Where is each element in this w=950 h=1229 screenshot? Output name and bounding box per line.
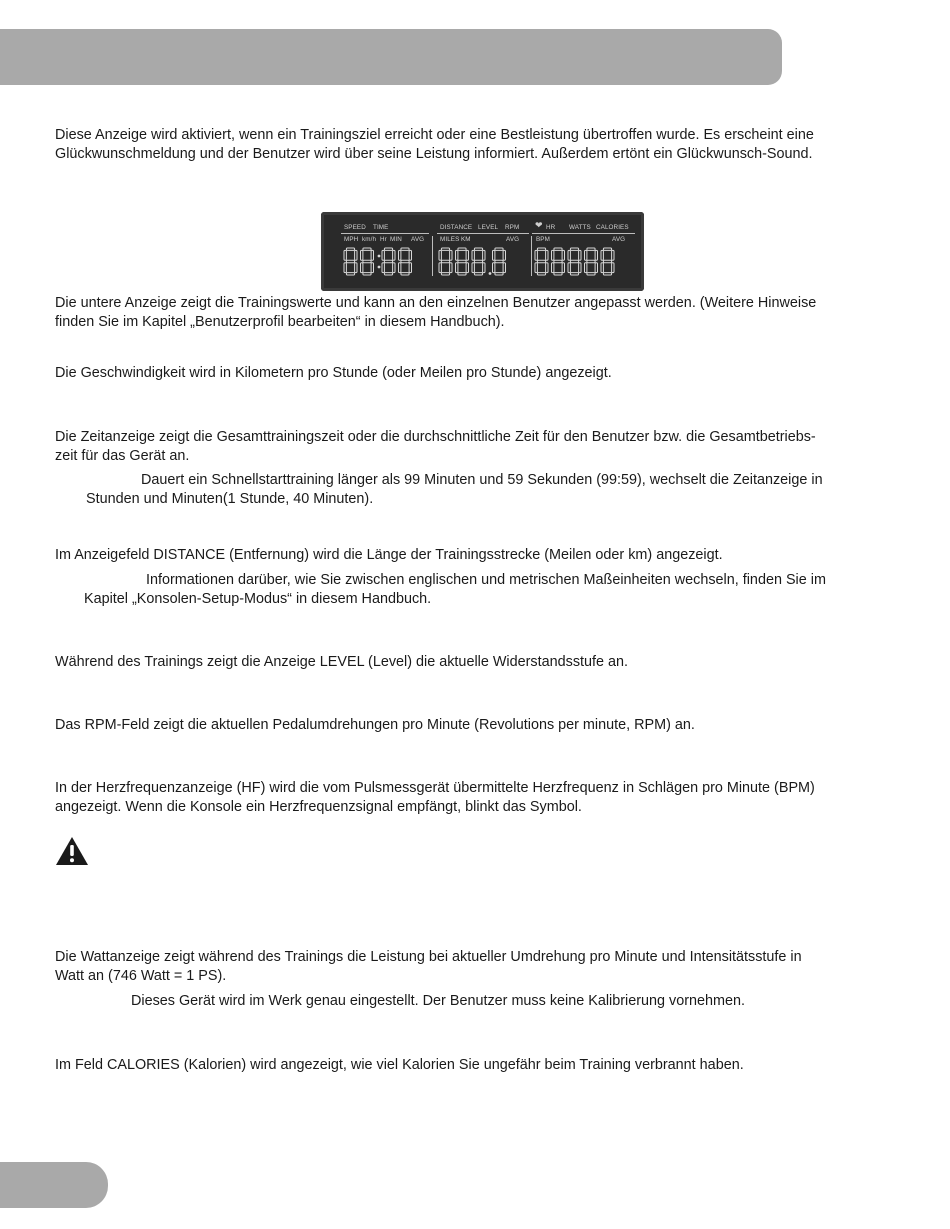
digit-segment [535,263,537,273]
heart-icon: ❤ [535,220,543,230]
digit-segment [466,263,468,273]
digit-segment [503,250,505,260]
label-min: MIN [390,236,402,243]
digit-separator-dot [489,272,492,275]
level-paragraph [55,653,883,672]
digit-segment [554,260,562,262]
paragraph-line: angezeigt. Wenn die Konsole ein Herzfrequenzsignal empfängt, blinkt das Symbol. [55,799,582,815]
distance-note-line: Kapitel „Konsolen-Setup-Modus“ in diesem Handbuch. [84,591,432,607]
digit-segment [493,250,495,260]
header-bar [0,29,782,85]
digit-segment [401,273,409,275]
paragraph-line: In der Herzfrequenzanzeige (HF) wird die vom Pulsmessgerät übermittelte Herzfrequenz in Schlägen pro Minute (BPM) [55,780,815,796]
digit-segment [458,248,466,250]
digit-separator-dot [378,266,381,269]
digit-segment [355,263,357,273]
time-note-line: Dauert ein Schnellstarttraining länger als 99 Minuten und 59 Sekunden (99:59), wechselt die Zeitanzeige in [141,472,823,488]
page-number-tab [0,1162,108,1208]
digit-segment [363,248,371,250]
digit-segment [585,263,587,273]
digit-segment [344,263,346,273]
digit-segment [483,250,485,260]
speed-paragraph [55,364,883,383]
digit-segment [552,263,554,273]
digit-segment [450,250,452,260]
label-watts: WATTS [569,224,591,231]
label-distance: DISTANCE [440,224,473,231]
digit-segment [355,250,357,260]
digit-segment [346,273,354,275]
digit-segment [466,250,468,260]
digit-segment [495,248,503,250]
label-bpm: BPM [536,236,550,243]
digit-segment [382,250,384,260]
paragraph-line: Die Zeitanzeige zeigt die Gesamttrainingszeit oder die durchschnittliche Zeit für den Benutzer bzw. die Gesamtbetriebs- [55,429,816,445]
label-hr: HR [546,224,556,231]
digit-segment [441,260,449,262]
label-mph: MPH [344,236,359,243]
digit-segment [472,263,474,273]
time-note-line: Stunden und Minuten(1 Stunde, 40 Minuten). [86,491,374,507]
time-paragraph [55,428,883,466]
warning-triangle-icon [55,836,89,866]
digit-segment [546,263,548,273]
label-calories: CALORIES [596,224,629,231]
digit-segment [450,263,452,273]
digit-segment [503,263,505,273]
digit-segment [439,250,441,260]
digit-segment [535,250,537,260]
digit-segment [384,248,392,250]
label-kmh: km/h [362,236,377,243]
paragraph-line: zeit für das Gerät an. [55,448,190,464]
digit-segment [363,260,371,262]
digit-segment [361,250,363,260]
digit-segment [384,260,392,262]
digit-segment [458,273,466,275]
intro-line: Glückwunschmeldung und der Benutzer wird über seine Leistung informiert. Außerdem ertönt ein Glückwunsch-Sound. [55,146,813,162]
digit-segment [595,250,597,260]
heart-rate-paragraph [55,779,883,817]
paragraph-line: finden Sie im Kapitel „Benutzerprofil bearbeiten“ in diesem Handbuch). [55,314,505,330]
digit-segment [371,263,373,273]
digit-segment [346,248,354,250]
seven-segment-digits [321,212,644,291]
digit-segment [456,250,458,260]
digit-segment [409,263,411,273]
digit-segment [401,248,409,250]
calories-paragraph [55,1056,883,1075]
paragraph-line: Die Wattanzeige zeigt während des Trainings die Leistung bei aktueller Umdrehung pro Minute und Intensitätsstufe in [55,949,802,965]
digit-segment [537,260,545,262]
distance-paragraph [55,546,883,565]
digit-segment [393,263,395,273]
digit-segment [554,248,562,250]
watts-paragraph [55,948,883,986]
label-level: LEVEL [478,224,499,231]
digit-segment [472,250,474,260]
digit-segment [612,250,614,260]
digit-segment [409,250,411,260]
label-rpm: RPM [505,224,520,231]
digit-segment [554,273,562,275]
digit-segment [552,250,554,260]
label-avg: AVG [411,236,425,243]
digit-segment [401,260,409,262]
digit-segment [363,273,371,275]
label-hr-unit: Hr [380,236,387,243]
digit-segment [399,263,401,273]
lower-display-paragraph [55,294,883,332]
paragraph-line: Die Geschwindigkeit wird in Kilometern pro Stunde (oder Meilen pro Stunde) angezeigt. [55,365,612,381]
digit-segment [474,260,482,262]
label-miles: MILES [440,236,460,243]
digit-segment [441,248,449,250]
digit-segment [458,260,466,262]
digit-segment [474,248,482,250]
digit-segment [568,250,570,260]
digit-segment [537,273,545,275]
digit-segment [562,263,564,273]
digit-segment [456,263,458,273]
digit-segment [603,273,611,275]
digit-segment [579,250,581,260]
digit-segment [546,250,548,260]
digit-segment [384,273,392,275]
paragraph-line: Das RPM-Feld zeigt die aktuellen Pedalumdrehungen pro Minute (Revolutions per minute, RPM) an. [55,717,695,733]
digit-segment [587,248,595,250]
label-avg: AVG [506,236,520,243]
label-avg: AVG [612,236,626,243]
digit-segment [399,250,401,260]
paragraph-line: Im Feld CALORIES (Kalorien) wird angezeigt, wie viel Kalorien Sie ungefähr beim Training verbrannt haben. [55,1057,744,1073]
paragraph-line: Im Anzeigefeld DISTANCE (Entfernung) wird die Länge der Trainingsstrecke (Meilen oder km) angezeigt. [55,547,723,563]
digit-segment [570,260,578,262]
distance-note-line: Informationen darüber, wie Sie zwischen englischen und metrischen Maßeinheiten wechseln, finden Sie im [146,572,826,588]
digit-segment [371,250,373,260]
label-km: KM [461,236,471,243]
digit-segment [441,273,449,275]
paragraph-line: Die untere Anzeige zeigt die Trainingswerte und kann an den einzelnen Benutzer angepasst werden. (Weitere Hinweise [55,295,817,311]
digit-segment [537,248,545,250]
intro-paragraph [55,126,883,164]
intro-line: Diese Anzeige wird aktiviert, wenn ein Trainingsziel erreicht oder eine Bestleistung übertroffen wurde. Es erscheint eine [55,127,814,143]
label-time: TIME [373,224,389,231]
digit-segment [568,263,570,273]
digit-segment [585,250,587,260]
digit-segment [562,250,564,260]
digit-segment [570,248,578,250]
digit-segment [382,263,384,273]
digit-segment [346,260,354,262]
paragraph-line: Während des Trainings zeigt die Anzeige LEVEL (Level) die aktuelle Widerstandsstufe an. [55,654,629,670]
digit-segment [603,260,611,262]
label-speed: SPEED [344,224,366,231]
digit-segment [587,260,595,262]
digit-segment [439,263,441,273]
digit-segment [361,263,363,273]
digit-segment [595,263,597,273]
digit-segment [612,263,614,273]
digit-segment [579,263,581,273]
watts-note-line: Dieses Gerät wird im Werk genau eingestellt. Der Benutzer muss keine Kalibrierung vornehmen. [131,993,746,1009]
digit-segment [493,263,495,273]
rpm-paragraph [55,716,883,735]
paragraph-line: Watt an (746 Watt = 1 PS). [55,968,227,984]
digit-segment [483,263,485,273]
console-display-image [321,212,644,291]
digit-segment [601,250,603,260]
digit-segment [474,273,482,275]
digit-segment [570,273,578,275]
digit-segment [603,248,611,250]
digit-separator-dot [378,255,381,258]
digit-segment [587,273,595,275]
digit-segment [495,260,503,262]
digit-segment [393,250,395,260]
digit-segment [495,273,503,275]
digit-segment [344,250,346,260]
digit-segment [601,263,603,273]
